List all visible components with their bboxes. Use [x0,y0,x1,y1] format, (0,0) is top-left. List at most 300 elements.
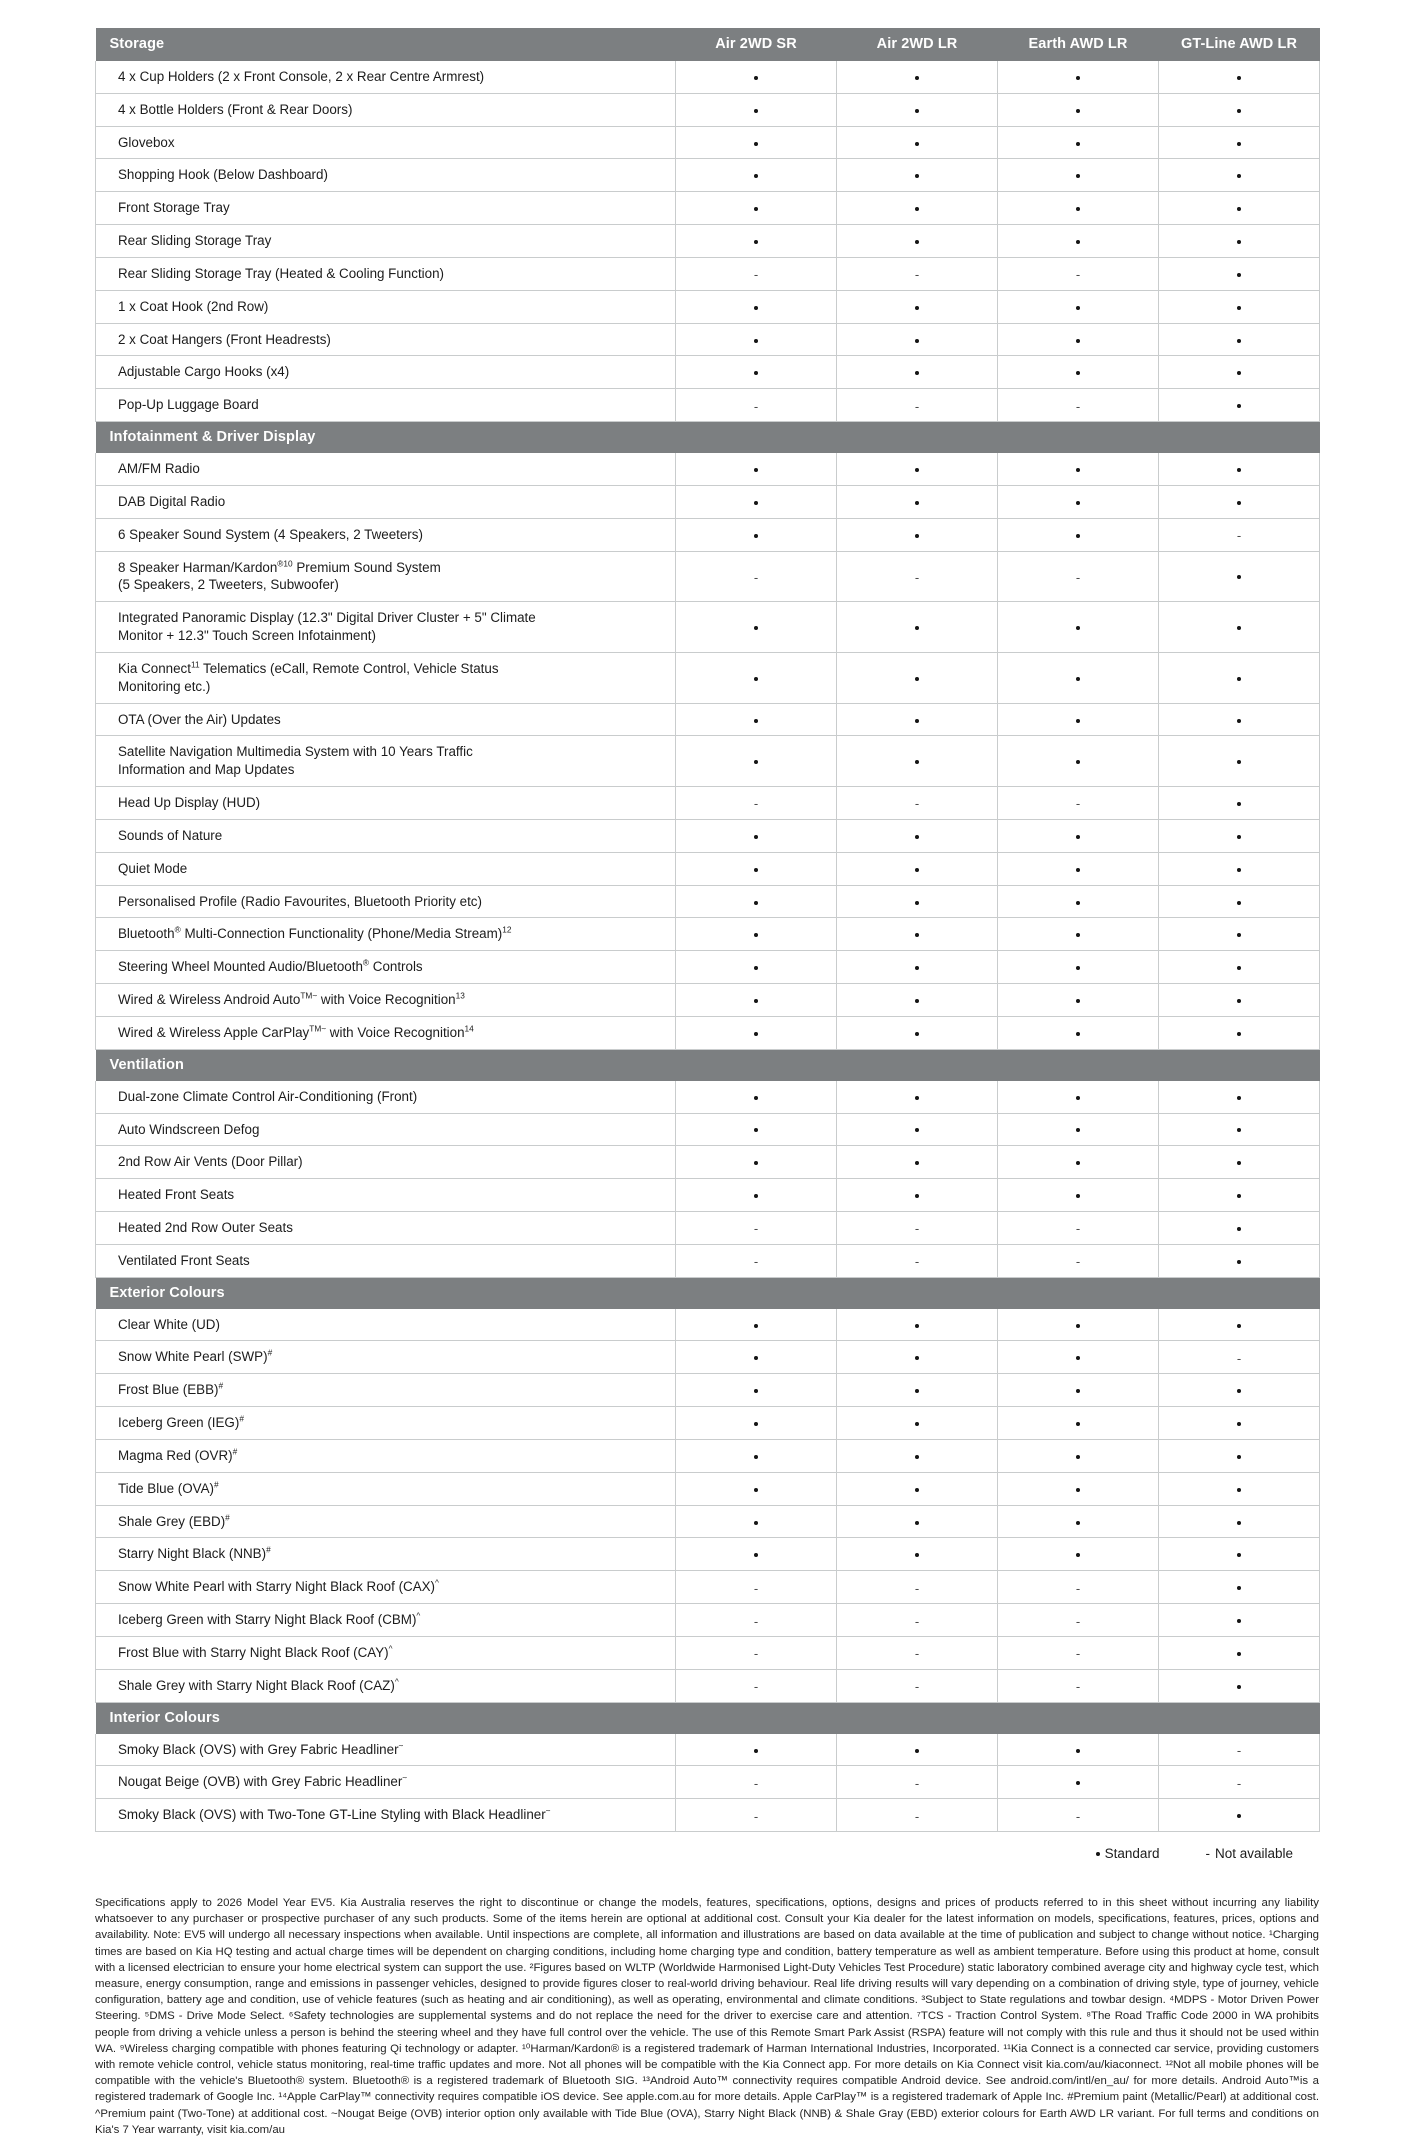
table-row [96,290,1320,323]
availability-cell [837,1374,998,1407]
availability-cell [1159,1179,1320,1212]
availability-cell [837,356,998,389]
not-available-dash-icon: - [914,1808,920,1824]
availability-cell [1159,159,1320,192]
standard-dot-icon [915,468,919,472]
availability-cell [1159,703,1320,736]
standard-dot-icon [1237,575,1241,579]
availability-cell [676,1113,837,1146]
availability-cell [676,485,837,518]
standard-dot-icon [1237,1096,1241,1100]
standard-dot-icon [1076,1488,1080,1492]
table-row [96,652,1320,703]
availability-cell [1159,1341,1320,1374]
feature-label: Heated 2nd Row Outer Seats [96,1211,676,1244]
footnotes-block [95,1895,1319,2138]
availability-cell [676,1604,837,1637]
availability-cell [998,852,1159,885]
availability-cell [676,602,837,653]
table-row [96,819,1320,852]
feature-label: Personalised Profile (Radio Favourites, Bluetooth Priority etc) [96,885,676,918]
standard-dot-icon [1076,306,1080,310]
availability-cell [676,819,837,852]
section-title: Exterior Colours [96,1277,1320,1309]
table-row [96,1211,1320,1244]
standard-dot-icon [915,1128,919,1132]
availability-cell [837,257,998,290]
standard-dot-icon [1237,999,1241,1003]
availability-cell [837,1244,998,1277]
availability-cell [676,703,837,736]
column-header-feature: Storage [96,28,676,61]
table-row [96,93,1320,126]
availability-cell [998,1374,1159,1407]
availability-cell [998,323,1159,356]
not-available-dash-icon: - [1075,1254,1081,1270]
availability-cell [1159,93,1320,126]
feature-label: Smoky Black (OVS) with Two-Tone GT-Line Styling with Black Headliner~ [96,1799,676,1832]
standard-dot-icon [1076,534,1080,538]
feature-label: Quiet Mode [96,852,676,885]
feature-label: Clear White (UD) [96,1309,676,1341]
feature-label: Wired & Wireless Android Auto$^{TM\sim}$ with Voice Recognition$^{13}$ [96,984,676,1017]
availability-cell [1159,1669,1320,1702]
table-row [96,389,1320,422]
availability-cell [998,951,1159,984]
availability-cell [676,1016,837,1049]
table-row [96,1636,1320,1669]
feature-label: Magma Red (OVR)# [96,1439,676,1472]
standard-dot-icon [1076,1194,1080,1198]
availability-cell [998,61,1159,93]
not-available-dash-icon: - [1075,1221,1081,1237]
availability-cell [676,1472,837,1505]
availability-cell [998,1571,1159,1604]
availability-cell [837,1439,998,1472]
standard-dot-icon [754,933,758,937]
standard-dot-icon [1076,1128,1080,1132]
table-row [96,1244,1320,1277]
availability-cell [837,852,998,885]
availability-cell [837,1211,998,1244]
availability-cell [998,918,1159,951]
not-available-dash-icon: - [753,1808,759,1824]
feature-label: 6 Speaker Sound System (4 Speakers, 2 Tweeters) [96,518,676,551]
not-available-dash-icon: - [1075,1613,1081,1629]
standard-dot-icon [754,760,758,764]
feature-label: Tide Blue (OVA)# [96,1472,676,1505]
not-available-dash-icon: - [1075,267,1081,283]
standard-dot-icon [1076,240,1080,244]
feature-label: Frost Blue with Starry Night Black Roof (CAY)^ [96,1636,676,1669]
availability-cell [998,1766,1159,1799]
feature-label: Auto Windscreen Defog [96,1113,676,1146]
standard-dot-icon [754,626,758,630]
availability-cell [998,1146,1159,1179]
standard-dot-icon [1076,677,1080,681]
availability-cell [998,1113,1159,1146]
availability-cell [1159,1472,1320,1505]
availability-cell [676,652,837,703]
standard-dot-icon [1237,1324,1241,1328]
standard-dot-icon [1076,1356,1080,1360]
standard-dot-icon [915,1521,919,1525]
standard-dot-icon [1237,501,1241,505]
table-row [96,1146,1320,1179]
standard-dot-icon [1237,1422,1241,1426]
standard-dot-icon [754,1096,758,1100]
standard-dot-icon [915,240,919,244]
not-available-dash-icon: - [1236,1743,1242,1759]
availability-cell [1159,551,1320,602]
availability-cell [676,389,837,422]
legend [95,1846,1319,1861]
footnotes-text: Specifications apply to 2026 Model Year EV5. Kia Australia reserves the right to discontinue or change the models, features, specifications, options, designs and prices of products referred to in this sheet without incurring any liability whatsoever to any purchaser or prospective purchaser of any such products. Some of the items herein are optional at additional cost. Consult your Kia dealer for the latest information on models, specifications, features, prices, options and availability. Note: EV5 will undergo all necessary inspections when available. Until inspections are complete, all information and illustrations are based on data available at the time of publication and subject to change without notice. ¹Charging times are based on Kia HQ testing and actual charge times will be dependent on charging conditions, including home charging type and condition, battery temperature as well as ambient temperature. Before using this product at home, consult with a licensed electrician to ensure your home electrical system can support the use. ²Figures based on WLTP (Worldwide Harmonised Light-Duty Vehicles Test Procedure) static laboratory combined average city and highway cycle test, which measure, energy consumption, range and emissions in passenger vehicles, designed to provide figures closer to real-world driving behaviour. Real life driving results will vary depending on a combination of driving style, type of journey, vehicle configuration, battery age and condition, use of vehicle features (such as heating and air conditioning), as well as operating, environmental and climate conditions. ³Subject to State regulations and towbar design. ⁴MDPS - Motor Driven Power Steering. ⁵DMS - Drive Mode Select. ⁶Safety technologies are supplemental systems and do not replace the need for the driver to exercise care and attention. ⁷TCS - Traction Control System. ⁸The Road Traffic Code 2000 in WA prohibits people from driving a vehicle unless a person is behind the steering wheel and they have full control over the vehicle. The use of this Remote Smart Park Assist (RSPA) feature will not comply with this rule and thus it should not be used within WA. ⁹Wireless charging compatible with phones featuring Qi technology or adapter. ¹⁰Harman/Kardon® is a registered trademark of Harman International Industries, Incorporated. ¹¹Kia Connect is a connected car service, providing customers with remote vehicle control, vehicle status monitoring, real-time traffic updates and more. Not all phones will be compatible with the Kia Connect app. For more details on Kia Connect visit kia.com/au/kiaconnect. ¹²Not all mobile phones will be compatible with the vehicle's Bluetooth® system. Bluetooth® is a registered trademark of Bluetooth SIG. ¹³Android Auto™ connectivity requires compatible Android device. See android.com/intl/en_au/ for more details. Android Auto™is a registered trademark of Google Inc. ¹⁴Apple CarPlay™ connectivity requires compatible iOS device. See apple.com.au for more details. Apple CarPlay™ is a registered trademark of Apple Inc. #Premium paint (Metallic/Pearl) at additional cost. ^Premium paint (Two-Tone) at additional cost. ~Nougat Beige (OVB) interior option only available with Tide Blue (OVA), Starry Night Black (NNB) & Shale Gray (EBD) exterior colours for Earth AWD LR variant. For full terms and conditions on Kia's 7 Year warranty, visit kia.com/au [95,1897,1319,2136]
not-available-dash-icon: - [1075,796,1081,812]
standard-dot-icon [1237,1194,1241,1198]
standard-dot-icon [754,868,758,872]
not-available-dash-icon: - [1075,1580,1081,1596]
availability-cell [837,1669,998,1702]
standard-dot-icon [1076,626,1080,630]
standard-dot-icon [1237,174,1241,178]
availability-cell [1159,1113,1320,1146]
not-available-dash-icon: - [914,1679,920,1695]
feature-label: Heated Front Seats [96,1179,676,1212]
availability-cell [676,1799,837,1832]
table-row [96,602,1320,653]
table-row [96,736,1320,787]
availability-cell [837,1734,998,1766]
standard-dot-icon [1076,1032,1080,1036]
availability-cell [837,290,998,323]
feature-label: Glovebox [96,126,676,159]
standard-dot-icon [1076,933,1080,937]
not-available-dash-icon: - [753,1775,759,1791]
standard-dot-icon [754,1032,758,1036]
availability-cell [1159,852,1320,885]
standard-dot-icon [915,1096,919,1100]
standard-dot-icon [754,1488,758,1492]
table-row [96,159,1320,192]
standard-dot-icon [1237,1227,1241,1231]
availability-cell [998,1538,1159,1571]
standard-dot-icon [1076,76,1080,80]
standard-dot-icon [1237,1521,1241,1525]
standard-dot-icon [1076,1324,1080,1328]
availability-cell [998,1505,1159,1538]
standard-dot-icon [1237,371,1241,375]
feature-label: Bluetooth® Multi-Connection Functionality (Phone/Media Stream)$^{12}$ [96,918,676,951]
standard-dot-icon [1237,966,1241,970]
feature-label: Nougat Beige (OVB) with Grey Fabric Headliner~ [96,1766,676,1799]
availability-cell [837,1081,998,1113]
standard-dot-icon [915,835,919,839]
table-row [96,1766,1320,1799]
feature-label: 2 x Coat Hangers (Front Headrests) [96,323,676,356]
availability-cell [1159,652,1320,703]
availability-cell [837,819,998,852]
availability-cell [837,1571,998,1604]
availability-cell [1159,1799,1320,1832]
not-available-dash-icon: - [914,1580,920,1596]
availability-cell [1159,126,1320,159]
availability-cell [1159,1766,1320,1799]
table-row [96,225,1320,258]
table-row [96,453,1320,485]
availability-cell [998,1016,1159,1049]
availability-cell [998,126,1159,159]
availability-cell [998,984,1159,1017]
availability-cell [1159,453,1320,485]
availability-cell [1159,1016,1320,1049]
availability-cell [676,518,837,551]
legend-standard-label: Standard [1104,1846,1160,1862]
availability-cell [998,885,1159,918]
not-available-dash-icon: - [753,1254,759,1270]
table-row [96,885,1320,918]
standard-dot-icon [754,534,758,538]
availability-cell [837,703,998,736]
section-title: Ventilation [96,1049,1320,1081]
availability-cell [998,518,1159,551]
table-row [96,984,1320,1017]
availability-cell [837,787,998,820]
standard-dot-icon [1237,240,1241,244]
table-row [96,551,1320,602]
standard-dot-icon [915,1032,919,1036]
availability-cell [1159,602,1320,653]
standard-dot-icon [1076,760,1080,764]
not-available-dash-icon: - [914,1775,920,1791]
feature-label: Shale Grey with Starry Night Black Roof (CAZ)^ [96,1669,676,1702]
availability-cell [676,1766,837,1799]
standard-dot-icon [1076,109,1080,113]
availability-cell [676,225,837,258]
feature-label: AM/FM Radio [96,453,676,485]
standard-dot-icon [754,207,758,211]
table-row [96,1571,1320,1604]
standard-dot-icon [1237,1685,1241,1689]
legend-not-available-dash-icon: - [1205,1846,1210,1862]
availability-cell [998,1309,1159,1341]
availability-cell [837,885,998,918]
availability-cell [676,1538,837,1571]
feature-label: Pop-Up Luggage Board [96,389,676,422]
not-available-dash-icon: - [753,1679,759,1695]
availability-cell [837,1179,998,1212]
header-row [96,28,1320,61]
standard-dot-icon [754,1194,758,1198]
feature-label: Snow White Pearl (SWP)# [96,1341,676,1374]
availability-cell [1159,819,1320,852]
standard-dot-icon [1076,1553,1080,1557]
standard-dot-icon [1237,1619,1241,1623]
standard-dot-icon [1076,207,1080,211]
standard-dot-icon [754,468,758,472]
availability-cell [837,323,998,356]
section-title: Infotainment & Driver Display [96,422,1320,454]
section-header-row [96,1049,1320,1081]
availability-cell [1159,257,1320,290]
standard-dot-icon [1076,1422,1080,1426]
standard-dot-icon [915,999,919,1003]
availability-cell [837,1146,998,1179]
feature-label: Rear Sliding Storage Tray [96,225,676,258]
standard-dot-icon [754,1455,758,1459]
availability-cell [998,736,1159,787]
standard-dot-icon [1237,1488,1241,1492]
availability-cell [676,1734,837,1766]
availability-cell [1159,323,1320,356]
not-available-dash-icon: - [914,569,920,585]
feature-label: Wired & Wireless Apple CarPlay$^{TM\sim}$ with Voice Recognition$^{14}$ [96,1016,676,1049]
standard-dot-icon [1237,76,1241,80]
table-row [96,1016,1320,1049]
availability-cell [676,984,837,1017]
not-available-dash-icon: - [914,398,920,414]
table-row [96,787,1320,820]
availability-cell [1159,1439,1320,1472]
column-header-air-2wd-sr: Air 2WD SR [676,28,837,61]
availability-cell [998,356,1159,389]
standard-dot-icon [754,371,758,375]
availability-cell [837,1766,998,1799]
feature-label: Starry Night Black (NNB)# [96,1538,676,1571]
availability-cell [1159,951,1320,984]
standard-dot-icon [915,306,919,310]
feature-label: Shopping Hook (Below Dashboard) [96,159,676,192]
feature-label: 4 x Cup Holders (2 x Front Console, 2 x Rear Centre Armrest) [96,61,676,93]
standard-dot-icon [1237,207,1241,211]
specifications-table [95,28,1320,1832]
standard-dot-icon [754,142,758,146]
availability-cell [1159,192,1320,225]
standard-dot-icon [1076,1749,1080,1753]
table-row [96,1439,1320,1472]
standard-dot-icon [1237,719,1241,723]
availability-cell [676,736,837,787]
standard-dot-icon [754,901,758,905]
legend-standard-dot-icon [1096,1852,1100,1856]
availability-cell [676,453,837,485]
standard-dot-icon [915,626,919,630]
table-row [96,356,1320,389]
availability-cell [676,1341,837,1374]
table-row [96,1341,1320,1374]
availability-cell [998,1179,1159,1212]
standard-dot-icon [754,1749,758,1753]
availability-cell [676,1081,837,1113]
standard-dot-icon [1237,273,1241,277]
availability-cell [1159,1538,1320,1571]
feature-label: Rear Sliding Storage Tray (Heated & Cooling Function) [96,257,676,290]
standard-dot-icon [754,109,758,113]
not-available-dash-icon: - [753,1613,759,1629]
availability-cell [998,1799,1159,1832]
availability-cell [1159,518,1320,551]
availability-cell [1159,984,1320,1017]
standard-dot-icon [1237,468,1241,472]
availability-cell [676,951,837,984]
standard-dot-icon [1237,306,1241,310]
availability-cell [998,703,1159,736]
availability-cell [998,787,1159,820]
feature-label: Iceberg Green with Starry Night Black Roof (CBM)^ [96,1604,676,1637]
availability-cell [837,1472,998,1505]
availability-cell [676,323,837,356]
standard-dot-icon [754,76,758,80]
availability-cell [998,1669,1159,1702]
table-row [96,485,1320,518]
availability-cell [998,1211,1159,1244]
availability-cell [998,159,1159,192]
standard-dot-icon [1237,760,1241,764]
standard-dot-icon [754,1389,758,1393]
standard-dot-icon [754,1422,758,1426]
standard-dot-icon [1237,1652,1241,1656]
availability-cell [998,225,1159,258]
standard-dot-icon [754,501,758,505]
availability-cell [998,1244,1159,1277]
standard-dot-icon [915,174,919,178]
availability-cell [837,485,998,518]
not-available-dash-icon: - [753,1580,759,1596]
standard-dot-icon [1076,174,1080,178]
availability-cell [998,652,1159,703]
availability-cell [1159,918,1320,951]
standard-dot-icon [1076,501,1080,505]
standard-dot-icon [915,719,919,723]
section-title: Interior Colours [96,1702,1320,1734]
availability-cell [1159,1146,1320,1179]
section-header-row [96,422,1320,454]
feature-label: Shale Grey (EBD)# [96,1505,676,1538]
standard-dot-icon [754,306,758,310]
standard-dot-icon [754,677,758,681]
standard-dot-icon [1076,1389,1080,1393]
standard-dot-icon [754,835,758,839]
table-row [96,852,1320,885]
feature-label: 4 x Bottle Holders (Front & Rear Doors) [96,93,676,126]
standard-dot-icon [915,1161,919,1165]
feature-label: Sounds of Nature [96,819,676,852]
standard-dot-icon [1076,868,1080,872]
feature-label: Adjustable Cargo Hooks (x4) [96,356,676,389]
availability-cell [1159,1211,1320,1244]
availability-cell [1159,787,1320,820]
feature-label: Iceberg Green (IEG)# [96,1407,676,1440]
availability-cell [998,1341,1159,1374]
availability-cell [998,602,1159,653]
availability-cell [676,1309,837,1341]
availability-cell [1159,290,1320,323]
standard-dot-icon [915,1389,919,1393]
availability-cell [998,1407,1159,1440]
standard-dot-icon [915,1553,919,1557]
standard-dot-icon [754,240,758,244]
not-available-dash-icon: - [914,1221,920,1237]
standard-dot-icon [1076,1096,1080,1100]
standard-dot-icon [1076,1521,1080,1525]
not-available-dash-icon: - [1236,1775,1242,1791]
availability-cell [998,551,1159,602]
standard-dot-icon [1076,371,1080,375]
feature-label: Dual-zone Climate Control Air-Conditioning (Front) [96,1081,676,1113]
table-row [96,703,1320,736]
availability-cell [676,1374,837,1407]
standard-dot-icon [915,1422,919,1426]
